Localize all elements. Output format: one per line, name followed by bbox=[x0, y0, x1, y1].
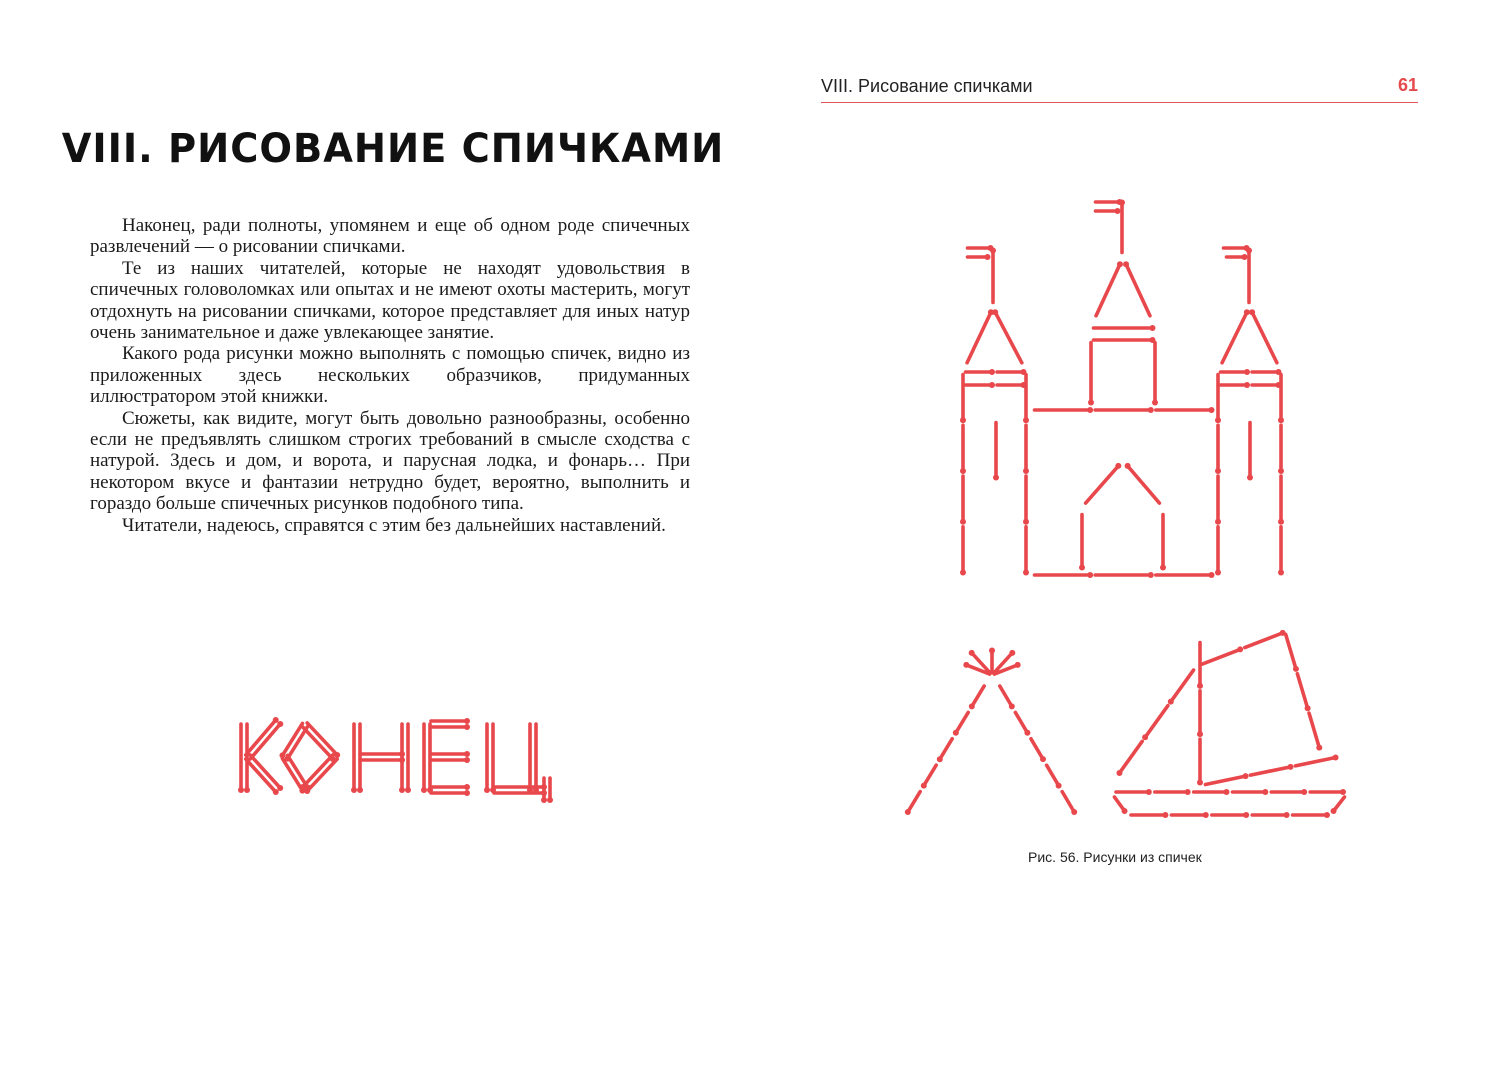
match-stick bbox=[1222, 309, 1250, 363]
match-stick bbox=[1123, 261, 1150, 315]
match-stick bbox=[246, 759, 279, 795]
match-stick bbox=[992, 309, 1022, 363]
match-stick bbox=[1155, 789, 1191, 795]
match-stick bbox=[960, 476, 966, 525]
match-stick bbox=[494, 790, 547, 796]
match-stick bbox=[484, 724, 490, 793]
paragraph: Наконец, ради полноты, упомянем и еще об одном роде спичечных развлечений — о рисовании спичками. bbox=[90, 215, 690, 258]
match-stick bbox=[960, 527, 966, 576]
match-stick bbox=[1114, 797, 1127, 814]
match-stick bbox=[1297, 674, 1310, 712]
match-stick bbox=[960, 425, 966, 474]
match-stick bbox=[547, 778, 553, 803]
match-stick bbox=[1094, 337, 1156, 343]
match-stick bbox=[960, 375, 966, 424]
match-stick bbox=[1215, 527, 1221, 576]
match-stick bbox=[1015, 712, 1030, 735]
match-stick bbox=[1160, 515, 1166, 571]
match-stick bbox=[1171, 812, 1208, 818]
match-stick bbox=[969, 686, 984, 709]
match-stick bbox=[1331, 797, 1345, 814]
running-head-title: VIII. Рисование спичками bbox=[821, 76, 1033, 96]
match-stick bbox=[1086, 463, 1122, 503]
match-stick bbox=[990, 248, 996, 303]
match-stick bbox=[1156, 572, 1215, 578]
match-stick bbox=[1116, 789, 1152, 795]
match-stick bbox=[541, 778, 547, 803]
match-stick bbox=[1247, 423, 1253, 481]
sailboat-figure bbox=[1114, 630, 1346, 818]
paragraph: Те из наших читателей, которые не находят удовольствия в спичечных головоломках или опытах и не имеют охоты мастерить, могут отдохнуть на рисовании спичками, которое представляет для иных натур очень занимательное и даже увлекающее занятие. bbox=[90, 257, 690, 344]
match-stick bbox=[246, 717, 279, 755]
match-stick bbox=[1278, 476, 1284, 525]
match-stick bbox=[966, 369, 996, 375]
match-stick bbox=[431, 757, 470, 763]
match-stick bbox=[1278, 375, 1284, 424]
match-stick bbox=[1194, 789, 1230, 795]
match-stick bbox=[1000, 686, 1015, 709]
match-stick bbox=[968, 245, 994, 251]
match-stick bbox=[238, 724, 244, 793]
castle-figure bbox=[960, 199, 1284, 578]
match-stick bbox=[431, 724, 470, 730]
end-word-matches bbox=[238, 717, 553, 803]
figure-caption: Рис. 56. Рисунки из спичек bbox=[1028, 849, 1202, 865]
match-stick bbox=[1215, 375, 1221, 424]
match-stick bbox=[1221, 369, 1251, 375]
match-stick bbox=[490, 724, 496, 793]
match-stick bbox=[1233, 789, 1269, 795]
match-stick bbox=[1023, 527, 1029, 576]
match-stick bbox=[997, 369, 1027, 375]
match-stick bbox=[1293, 812, 1330, 818]
match-stick bbox=[351, 724, 357, 793]
match-stick bbox=[1023, 375, 1029, 424]
match-stick bbox=[1252, 369, 1282, 375]
match-stick bbox=[1250, 764, 1293, 775]
match-stick bbox=[1079, 515, 1085, 571]
match-stick bbox=[1023, 425, 1029, 474]
match-stick bbox=[1310, 789, 1346, 795]
match-stick bbox=[1131, 812, 1168, 818]
page-number: 61 bbox=[1397, 75, 1418, 95]
match-stick bbox=[1168, 670, 1194, 705]
match-stick bbox=[304, 759, 337, 794]
match-stick bbox=[1309, 713, 1322, 751]
match-stick bbox=[1096, 208, 1121, 214]
match-stick bbox=[1278, 425, 1284, 474]
match-stick bbox=[360, 751, 405, 757]
match-stick bbox=[1116, 741, 1142, 776]
match-stick bbox=[1252, 812, 1289, 818]
match-stick bbox=[1096, 261, 1123, 315]
match-stick bbox=[953, 712, 968, 735]
match-stick bbox=[1227, 254, 1248, 260]
match-stick bbox=[421, 724, 427, 793]
match-stick bbox=[1096, 199, 1123, 205]
match-stick bbox=[1125, 463, 1160, 503]
match-stick bbox=[1088, 343, 1094, 406]
match-stick bbox=[921, 765, 936, 788]
match-stick bbox=[937, 739, 952, 762]
match-stick bbox=[1142, 706, 1168, 741]
match-stick bbox=[1215, 425, 1221, 474]
match-stick bbox=[967, 309, 994, 362]
match-stick bbox=[360, 757, 405, 763]
paragraph: Сюжеты, как видите, могут быть довольно разнообразны, особенно если не предъявлять слишком строгих требований в смысле сходства с натурой. Здесь и дом, и ворота, и парусная лодка, и фонарь… При некотором вкусе и фантазии нетрудно будет, вероятно, выполнить и гораздо больше спичечных рисунков подобного типа. bbox=[90, 407, 690, 515]
match-stick bbox=[1252, 382, 1282, 388]
match-stick bbox=[1095, 572, 1154, 578]
match-stick bbox=[533, 724, 539, 793]
match-stick bbox=[1245, 630, 1286, 648]
match-stick bbox=[1202, 646, 1243, 664]
match-stick bbox=[1095, 407, 1154, 413]
match-stick bbox=[966, 382, 996, 388]
match-stick bbox=[431, 751, 470, 757]
match-stick bbox=[431, 784, 470, 790]
match-stick bbox=[1271, 789, 1307, 795]
match-stick bbox=[527, 724, 533, 793]
match-stick bbox=[997, 382, 1027, 388]
match-stick bbox=[1278, 527, 1284, 576]
match-stick bbox=[1031, 739, 1046, 762]
match-stick bbox=[989, 648, 995, 673]
match-stick bbox=[1249, 309, 1277, 363]
match-stick bbox=[307, 723, 340, 758]
match-stick bbox=[431, 718, 470, 724]
match-stick bbox=[1205, 773, 1248, 784]
match-stick bbox=[1035, 572, 1094, 578]
match-stick bbox=[1023, 476, 1029, 525]
match-stick bbox=[1094, 325, 1156, 331]
match-stick bbox=[1152, 343, 1158, 406]
match-stick bbox=[431, 790, 470, 796]
chapter-title: VIII. РИСОВАНИЕ СПИЧКАМИ bbox=[61, 126, 725, 172]
match-stick bbox=[1156, 407, 1215, 413]
match-stick bbox=[250, 721, 283, 759]
match-stick bbox=[968, 254, 991, 260]
paragraph: Какого рода рисунки можно выполнять с помощью спичек, видно из приложенных здесь нескольких образчиков, придуманных иллюстратором этой книжки. bbox=[90, 343, 690, 408]
match-stick bbox=[1215, 476, 1221, 525]
paragraph: Читатели, надеюсь, справятся с этим без дальнейших наставлений. bbox=[122, 514, 666, 536]
match-stick bbox=[1212, 812, 1249, 818]
match-stick bbox=[993, 423, 999, 481]
match-stick bbox=[1224, 245, 1250, 251]
match-stick bbox=[250, 755, 283, 791]
match-stick bbox=[405, 724, 411, 793]
match-stick bbox=[1197, 739, 1203, 785]
match-stick bbox=[494, 784, 547, 790]
match-stick bbox=[1035, 407, 1094, 413]
match-stick bbox=[1197, 691, 1203, 737]
match-stick bbox=[1286, 634, 1299, 672]
match-stick bbox=[1221, 382, 1251, 388]
tent-figure bbox=[905, 648, 1077, 816]
match-stick bbox=[1047, 765, 1062, 788]
match-stick bbox=[1295, 755, 1338, 766]
match-stick bbox=[1119, 200, 1125, 253]
match-stick bbox=[905, 792, 920, 815]
match-stick bbox=[1062, 792, 1077, 815]
match-stick bbox=[300, 755, 333, 790]
